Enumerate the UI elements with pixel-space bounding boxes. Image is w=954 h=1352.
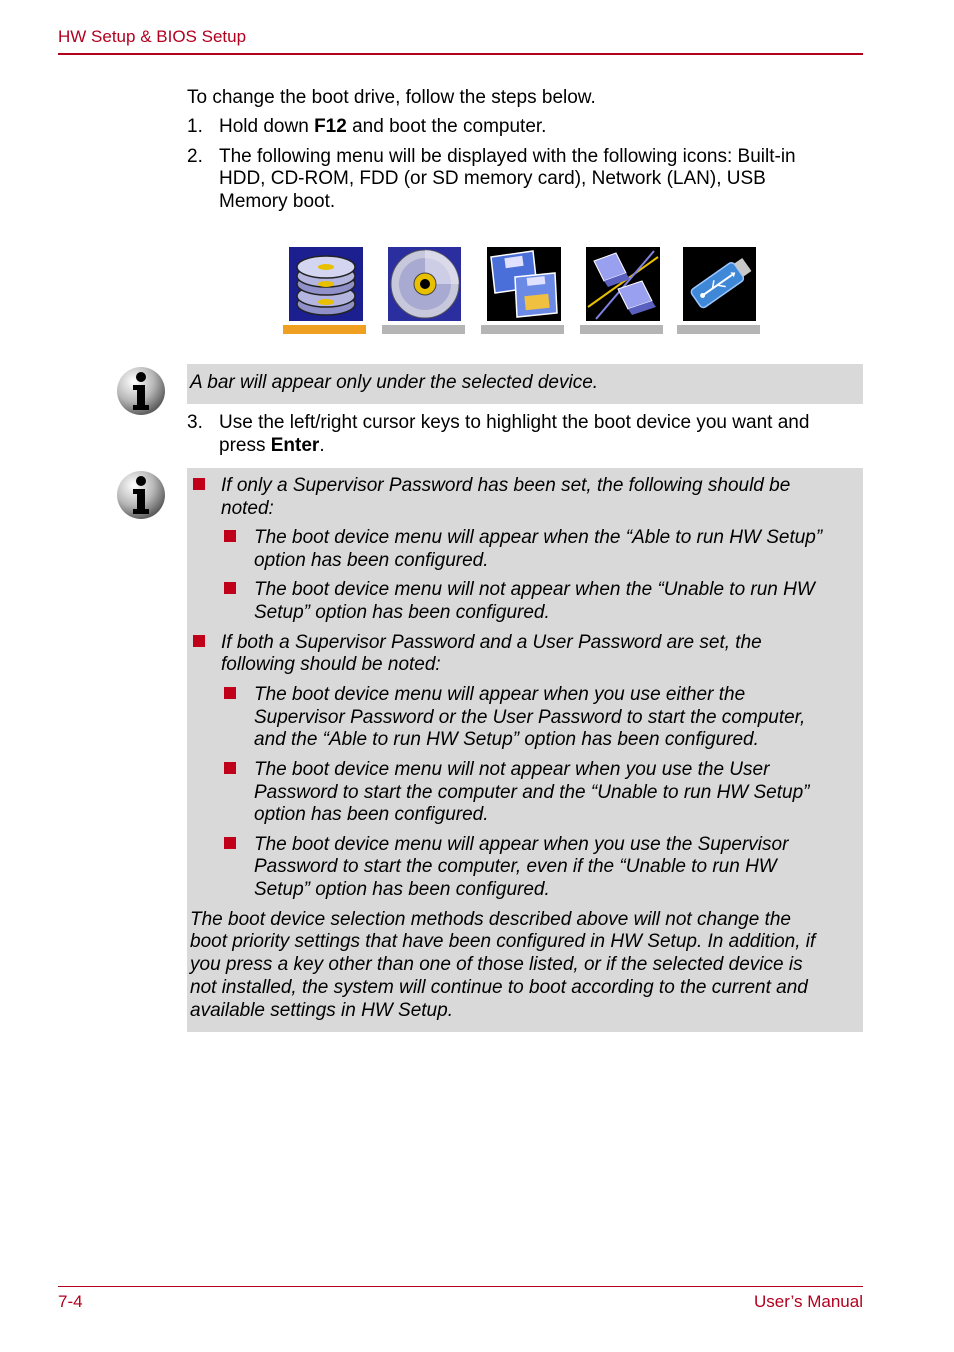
note-2-bullet-2-line-1: If both a Supervisor Password and a User Password are set, the bbox=[221, 632, 762, 653]
bullet-icon bbox=[193, 478, 205, 490]
fdd-sd-icon bbox=[487, 247, 561, 321]
note-2-closing-line-1: The boot device selection methods described above will not change the bbox=[190, 909, 791, 930]
header-rule bbox=[58, 53, 863, 55]
selection-bar-hdd bbox=[283, 325, 366, 334]
intro-text: To change the boot drive, follow the steps below. bbox=[187, 87, 596, 108]
step-2-line-3: Memory boot. bbox=[219, 191, 336, 212]
note-2-sub-2a-line-1: The boot device menu will appear when you use either the bbox=[254, 684, 746, 705]
step-3-line-1: Use the left/right cursor keys to highlight the boot device you want and bbox=[219, 412, 810, 433]
info-icon bbox=[115, 365, 167, 417]
selection-bar-cdrom bbox=[382, 325, 465, 334]
note-2-sub-2c-line-1: The boot device menu will appear when you use the Supervisor bbox=[254, 834, 789, 855]
key-enter: Enter bbox=[270, 435, 320, 456]
note-2-bullet-2-line-2: following should be noted: bbox=[221, 654, 441, 675]
note-2-sub-1b-line-1: The boot device menu will not appear when the “Unable to run HW bbox=[254, 579, 815, 600]
footer-rule bbox=[58, 1286, 863, 1287]
key-f12: F12 bbox=[314, 116, 347, 137]
note-2-sub-2b-line-2: Password to start the computer and the “Unable to run HW Setup” bbox=[254, 782, 810, 803]
bullet-icon bbox=[224, 837, 236, 849]
note-2-sub-2c-line-2: Password to start the computer, even if the “Unable to run HW bbox=[254, 856, 777, 877]
selection-bar-lan bbox=[580, 325, 663, 334]
bullet-icon bbox=[224, 687, 236, 699]
note-2-closing-line-3: you press a key other than one of those listed, or if the selected device is bbox=[190, 954, 803, 975]
bullet-icon bbox=[224, 762, 236, 774]
manual-title: User’s Manual bbox=[754, 1292, 863, 1311]
note-2-sub-2b-line-1: The boot device menu will not appear when you use the User bbox=[254, 759, 770, 780]
selection-bar-fdd bbox=[481, 325, 564, 334]
page-number: 7-4 bbox=[58, 1292, 83, 1311]
note-2-sub-2b-line-3: option has been configured. bbox=[254, 804, 489, 825]
note-2-bullet-1-line-1: If only a Supervisor Password has been set, the following should be bbox=[221, 475, 791, 496]
note-2-bullet-1-line-2: noted: bbox=[221, 498, 274, 519]
note-2-sub-1a-line-1: The boot device menu will appear when the “Able to run HW Setup” bbox=[254, 527, 823, 548]
selection-bar-usb bbox=[677, 325, 760, 334]
info-icon bbox=[115, 469, 167, 521]
step-1-number: 1. bbox=[187, 116, 203, 137]
step-2-line-1: The following menu will be displayed with the following icons: Built-in bbox=[219, 146, 796, 167]
cdrom-icon bbox=[388, 247, 461, 321]
note-2-closing-line-2: boot priority settings that have been configured in HW Setup. In addition, if bbox=[190, 931, 816, 952]
note-2-sub-2a-line-3: and the “Able to run HW Setup” option has been configured. bbox=[254, 729, 759, 750]
network-lan-icon bbox=[586, 247, 660, 321]
step-3-line-2: press Enter. bbox=[219, 435, 325, 456]
note-2-sub-1a-line-2: option has been configured. bbox=[254, 550, 489, 571]
running-header: HW Setup & BIOS Setup bbox=[58, 27, 247, 46]
note-2-closing-line-4: not installed, the system will continue to boot according to the current and bbox=[190, 977, 808, 998]
hdd-icon bbox=[289, 247, 363, 321]
note-2-sub-2a-line-2: Supervisor Password or the User Password to start the computer, bbox=[254, 707, 806, 728]
step-1-text: Hold down F12 and boot the computer. bbox=[219, 116, 547, 137]
step-2-number: 2. bbox=[187, 146, 203, 167]
note-1-text: A bar will appear only under the selected device. bbox=[190, 372, 599, 393]
step-2-line-2: HDD, CD-ROM, FDD (or SD memory card), Network (LAN), USB bbox=[219, 168, 766, 189]
note-2-sub-1b-line-2: Setup” option has been configured. bbox=[254, 602, 550, 623]
step-3-number: 3. bbox=[187, 412, 203, 433]
note-2-sub-2c-line-3: Setup” option has been configured. bbox=[254, 879, 550, 900]
note-2-closing-line-5: available settings in HW Setup. bbox=[190, 1000, 453, 1021]
bullet-icon bbox=[193, 635, 205, 647]
usb-memory-icon bbox=[683, 247, 756, 321]
bullet-icon bbox=[224, 582, 236, 594]
bullet-icon bbox=[224, 530, 236, 542]
